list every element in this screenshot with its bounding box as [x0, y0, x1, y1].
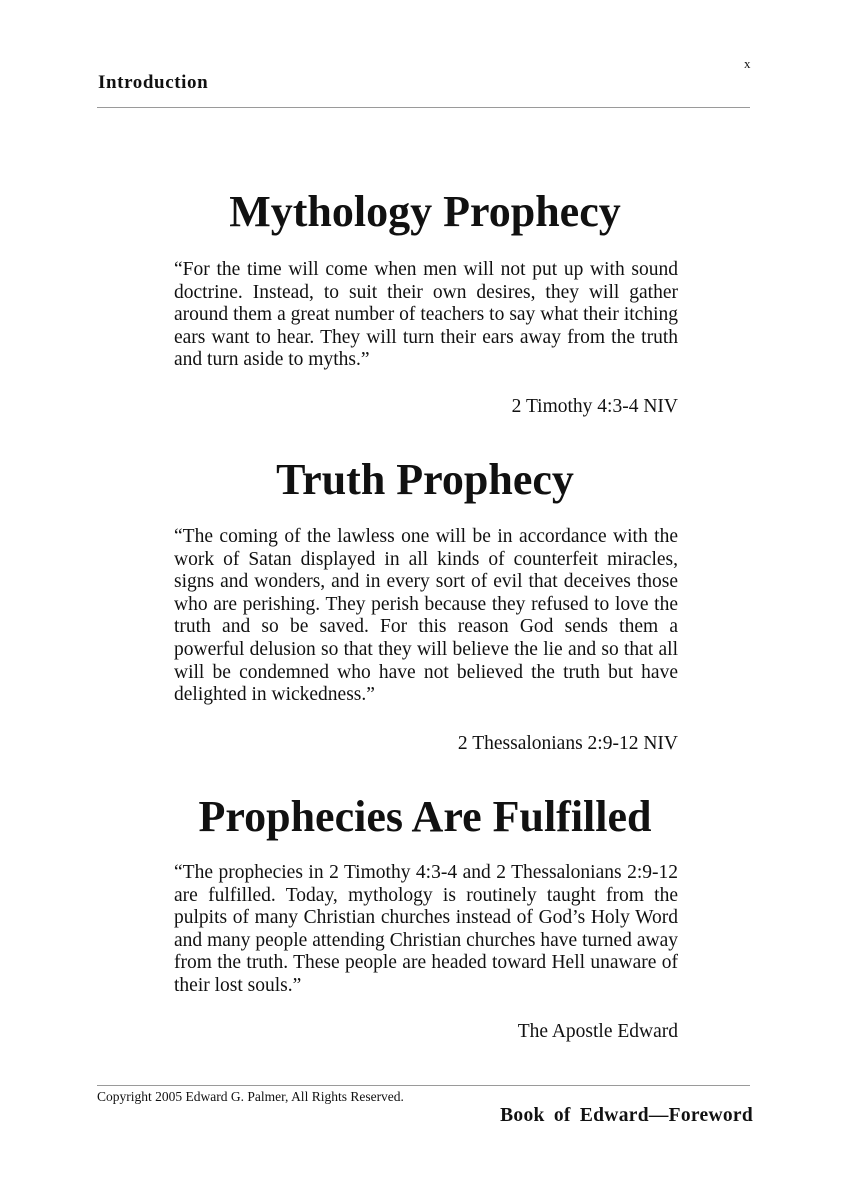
quote-attribution: The Apostle Edward: [517, 1021, 678, 1042]
book-title: Book of Edward—Foreword: [500, 1105, 753, 1126]
copyright-notice: Copyright 2005 Edward G. Palmer, All Rights Reserved.: [97, 1089, 404, 1104]
page-number: x: [744, 56, 751, 71]
section-heading: Prophecies Are Fulfilled: [198, 792, 652, 841]
quote-attribution: 2 Thessalonians 2:9-12 NIV: [457, 733, 678, 754]
commentary-quote: “The prophecies in 2 Timothy 4:3-4 and 2 Thessalonians 2:9-12 are fulfilled. Today, mythology is routinely taught from the pulpits of many Christian churches instead of God’s Holy Word and many people attending Christian churches have turned away from the truth. These people are headed toward Hell unaware of their lost souls.”: [174, 862, 678, 996]
section-heading: Mythology Prophecy: [229, 187, 621, 236]
running-head: Introduction: [98, 72, 209, 93]
quote-attribution: 2 Timothy 4:3-4 NIV: [511, 396, 678, 417]
footer-rule: [97, 1085, 750, 1086]
header-rule: [97, 107, 750, 108]
scripture-quote: “The coming of the lawless one will be in accordance with the work of Satan displayed in all kinds of counterfeit miracles, signs and wonders, and in every sort of evil that deceives those who are perishing. They perish because they refused to love the truth and so be saved. For this reason God sends them a powerful delusion so that they will believe the lie and so that all will be condemned who have not believed the truth but have delighted in wickedness.”: [174, 526, 678, 706]
scripture-quote: “For the time will come when men will not put up with sound doctrine. Instead, to suit their own desires, they will gather around them a great number of teachers to say what their itching ears want to hear. They will turn their ears away from the truth and turn aside to myths.”: [174, 259, 678, 371]
section-heading: Truth Prophecy: [276, 455, 574, 504]
